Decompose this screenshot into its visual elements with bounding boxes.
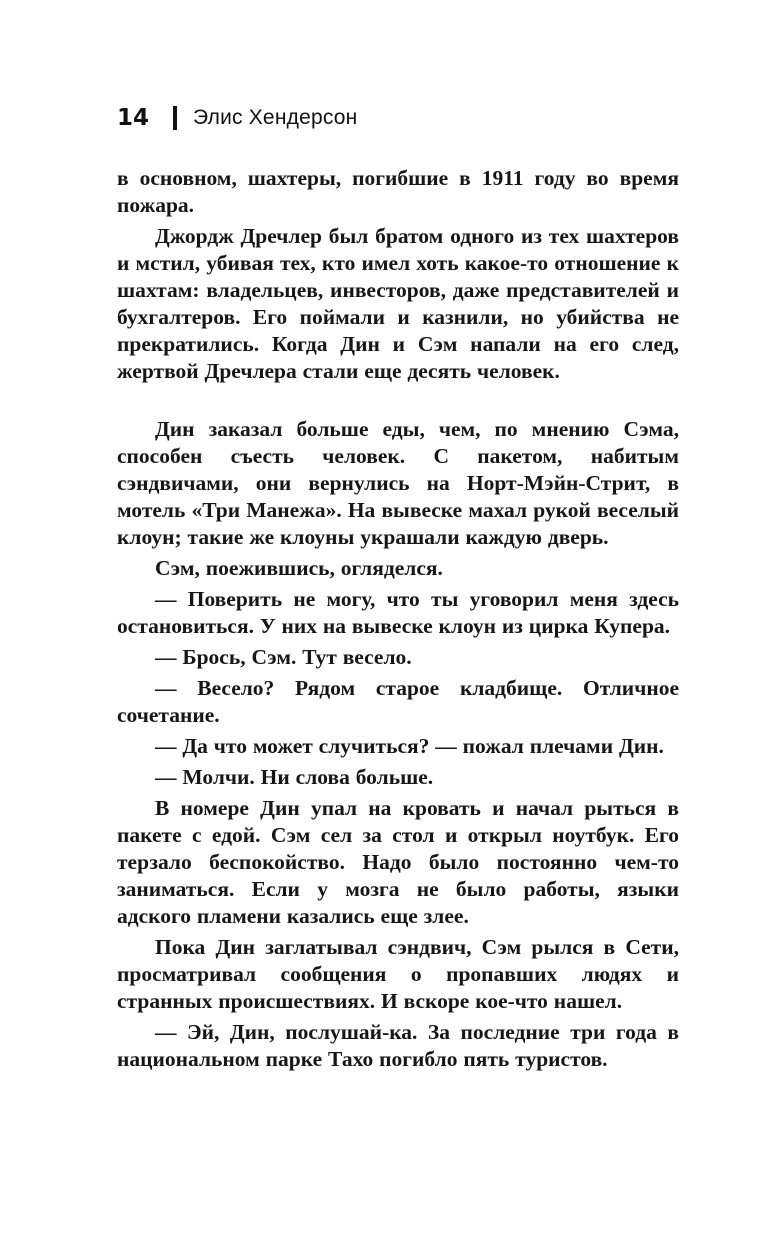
page-number: 14 bbox=[117, 105, 150, 131]
dialogue-line: — Молчи. Ни слова больше. bbox=[155, 765, 434, 789]
dialogue-line: — Да что может случиться? — пожал плечами Дин. bbox=[155, 734, 664, 758]
book-author: Элис Хендерсон bbox=[193, 106, 358, 129]
running-head bbox=[117, 101, 357, 135]
dialogue-line: — Эй, Дин, послушай-ка. За последние три года в национальном парке Тахо погибло пять туристов. bbox=[117, 1020, 679, 1071]
dialogue-line: — Брось, Сэм. Тут весело. bbox=[155, 645, 412, 669]
paragraph-motel-arrival: Дин заказал больше еды, чем, по мнению Сэма, способен съесть человек. С пакетом, набитым сэндвичами, они вернулись на Норт-Мэйн-Стрит, в мотель «Три Манежа». На вывеске махал рукой веселый клоун; такие же клоуны украшали каждую дверь. bbox=[117, 417, 679, 549]
paragraph-web-search: Пока Дин заглатывал сэндвич, Сэм рылся в Сети, просматривал сообщения о пропавших людях и странных происшествиях. И вскоре кое-что нашел. bbox=[117, 935, 679, 1013]
dialogue-line: — Поверить не могу, что ты уговорил меня здесь остановиться. У них на вывеске клоун из цирка Купера. bbox=[117, 587, 679, 638]
paragraph-in-room: В номере Дин упал на кровать и начал рыться в пакете с едой. Сэм сел за стол и открыл ноутбук. Его терзало беспокойство. Надо было постоянно чем-то заниматься. Если у мозга не было работы, языки адского пламени казались еще злее. bbox=[117, 796, 679, 928]
paragraph-continuation: в основном, шахтеры, погибшие в 1911 году во время пожара. bbox=[117, 166, 679, 217]
dialogue-line: — Весело? Рядом старое кладбище. Отличное сочетание. bbox=[117, 676, 679, 727]
body-text bbox=[117, 165, 679, 1077]
paragraph-sam-looks-around: Сэм, поежившись, огляделся. bbox=[155, 556, 443, 580]
paragraph-drechler-backstory: Джордж Дречлер был братом одного из тех шахтеров и мстил, убивая тех, кто имел хоть какое-то отношение к шахтам: владельцев, инвесторов, даже представителей и бухгалтеров. Его поймали и казнили, но убийства не прекратились. Когда Дин и Сэм напали на его след, жертвой Дречлера стали еще десять человек. bbox=[117, 224, 679, 383]
header-separator bbox=[173, 106, 177, 130]
